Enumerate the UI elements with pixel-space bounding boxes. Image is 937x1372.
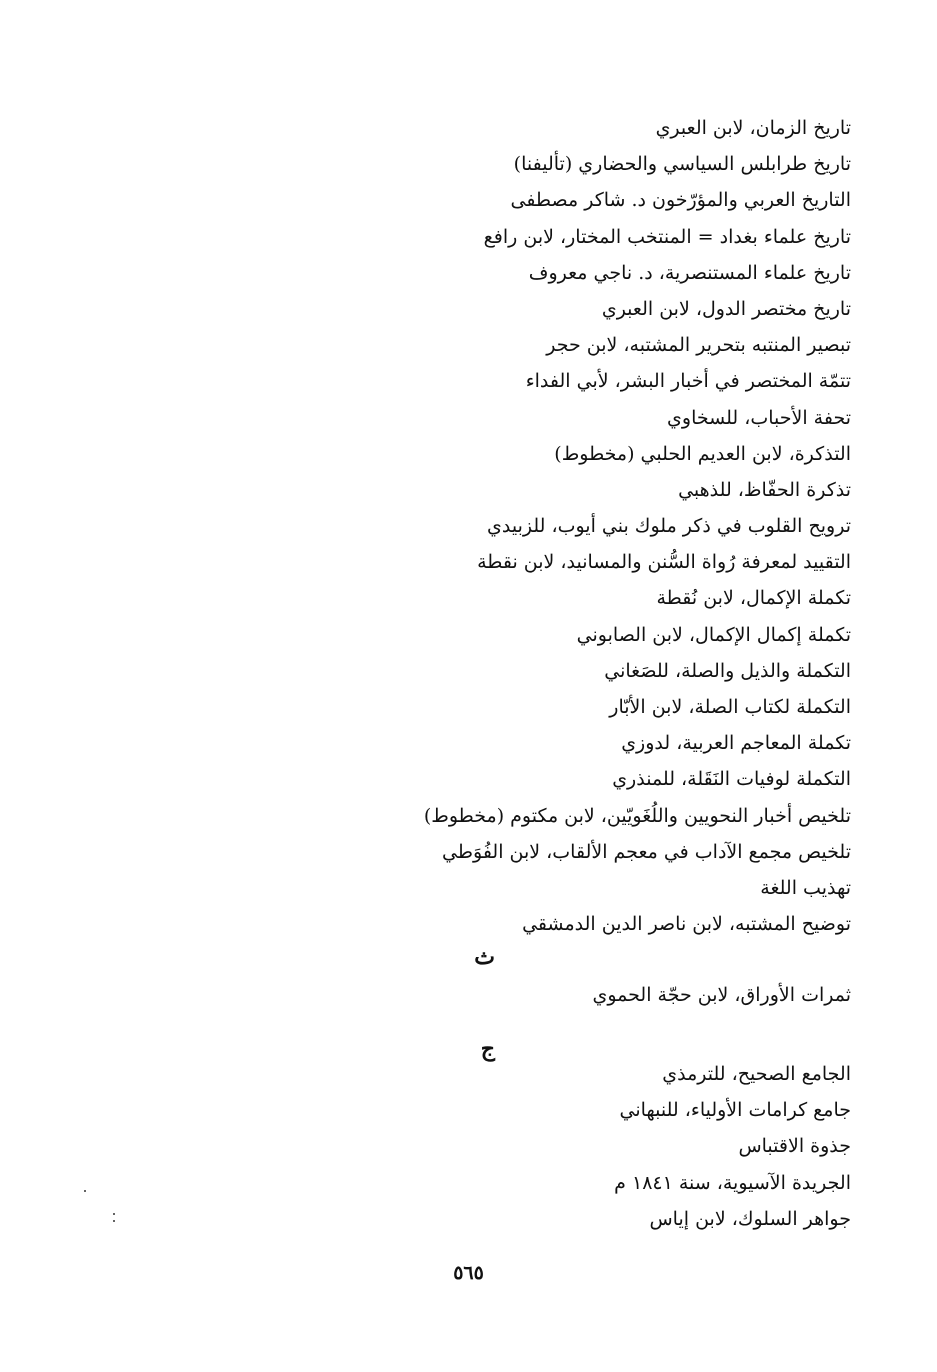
list-item: التكملة لوفيات النَقَلة، للمنذري xyxy=(612,768,851,791)
list-item: جذوة الاقتباس xyxy=(738,1135,851,1158)
list-item: تاريخ علماء بغداد = المنتخب المختار، لابن رافع xyxy=(483,225,851,248)
print-speck xyxy=(113,1220,115,1222)
list-item: تحفة الأحباب، للسخاوي xyxy=(667,406,851,429)
list-item: التكملة والذيل والصلة، للصَغاني xyxy=(604,659,851,682)
section-tha-list xyxy=(331,977,851,1013)
list-item: الجريدة الآسيوية، سنة ١٨٤١ م xyxy=(614,1171,851,1194)
list-item: التكملة لكتاب الصلة، لابن الأبّار xyxy=(609,696,851,718)
list-item: تهذيب اللغة xyxy=(760,876,851,899)
list-item: التذكرة، لابن العديم الحلبي (مخطوط) xyxy=(554,442,851,465)
list-item: تكملة الإكمال، لابن نُقطة xyxy=(656,587,851,610)
section-heading-tha: ث xyxy=(474,944,495,970)
list-item: جامع كرامات الأولياء، للنبهاني xyxy=(619,1099,851,1122)
section-jim-list xyxy=(331,1056,851,1237)
list-item: تكملة المعاجم العربية، لدوزي xyxy=(621,732,851,755)
list-item: توضيح المشتبه، لابن ناصر الدين الدمشقي xyxy=(522,913,851,936)
list-item: تاريخ مختصر الدول، لابن العبري xyxy=(601,297,851,320)
list-item: ترويح القلوب في ذكر ملوك بني أيوب، للزبيدي xyxy=(487,515,851,538)
list-item: تذكرة الحفّاظ، للذهبي xyxy=(678,478,851,501)
list-item: تاريخ الزمان، لابن العبري xyxy=(655,117,851,139)
list-item: تكملة إكمال الإكمال، لابن الصابوني xyxy=(576,623,851,646)
list-item: تلخيص مجمع الآداب في معجم الألقاب، لابن الفُوَطي xyxy=(442,840,851,863)
list-item: جواهر السلوك، لابن إياس xyxy=(649,1207,851,1230)
print-speck xyxy=(84,1190,86,1192)
list-item: الجامع الصحيح، للترمذي xyxy=(662,1063,851,1085)
section-ta-list xyxy=(331,110,851,942)
list-item: ثمرات الأوراق، لابن حجّة الحموي xyxy=(592,984,851,1006)
page-number: ٥٦٥ xyxy=(453,1262,484,1284)
list-item: التقييد لمعرفة رُواة السُّنن والمسانيد، لابن نقطة xyxy=(477,551,851,574)
list-item: تبصير المنتبه بتحرير المشتبه، لابن حجر xyxy=(546,334,851,357)
list-item: تلخيص أخبار النحويين واللُغَويّين، لابن مكتوم (مخطوط) xyxy=(423,804,851,827)
print-speck xyxy=(113,1213,115,1215)
list-item: تاريخ طرابلس السياسي والحضاري (تأليفنا) xyxy=(513,153,851,176)
section-heading-jim: ج xyxy=(480,1036,495,1062)
list-item: التاريخ العربي والمؤرّخون د. شاكر مصطفى xyxy=(510,189,851,212)
list-item: تاريخ علماء المستنصرية، د. ناجي معروف xyxy=(528,261,851,284)
list-item: تتمّة المختصر في أخبار البشر، لأبي الفداء xyxy=(525,370,851,393)
